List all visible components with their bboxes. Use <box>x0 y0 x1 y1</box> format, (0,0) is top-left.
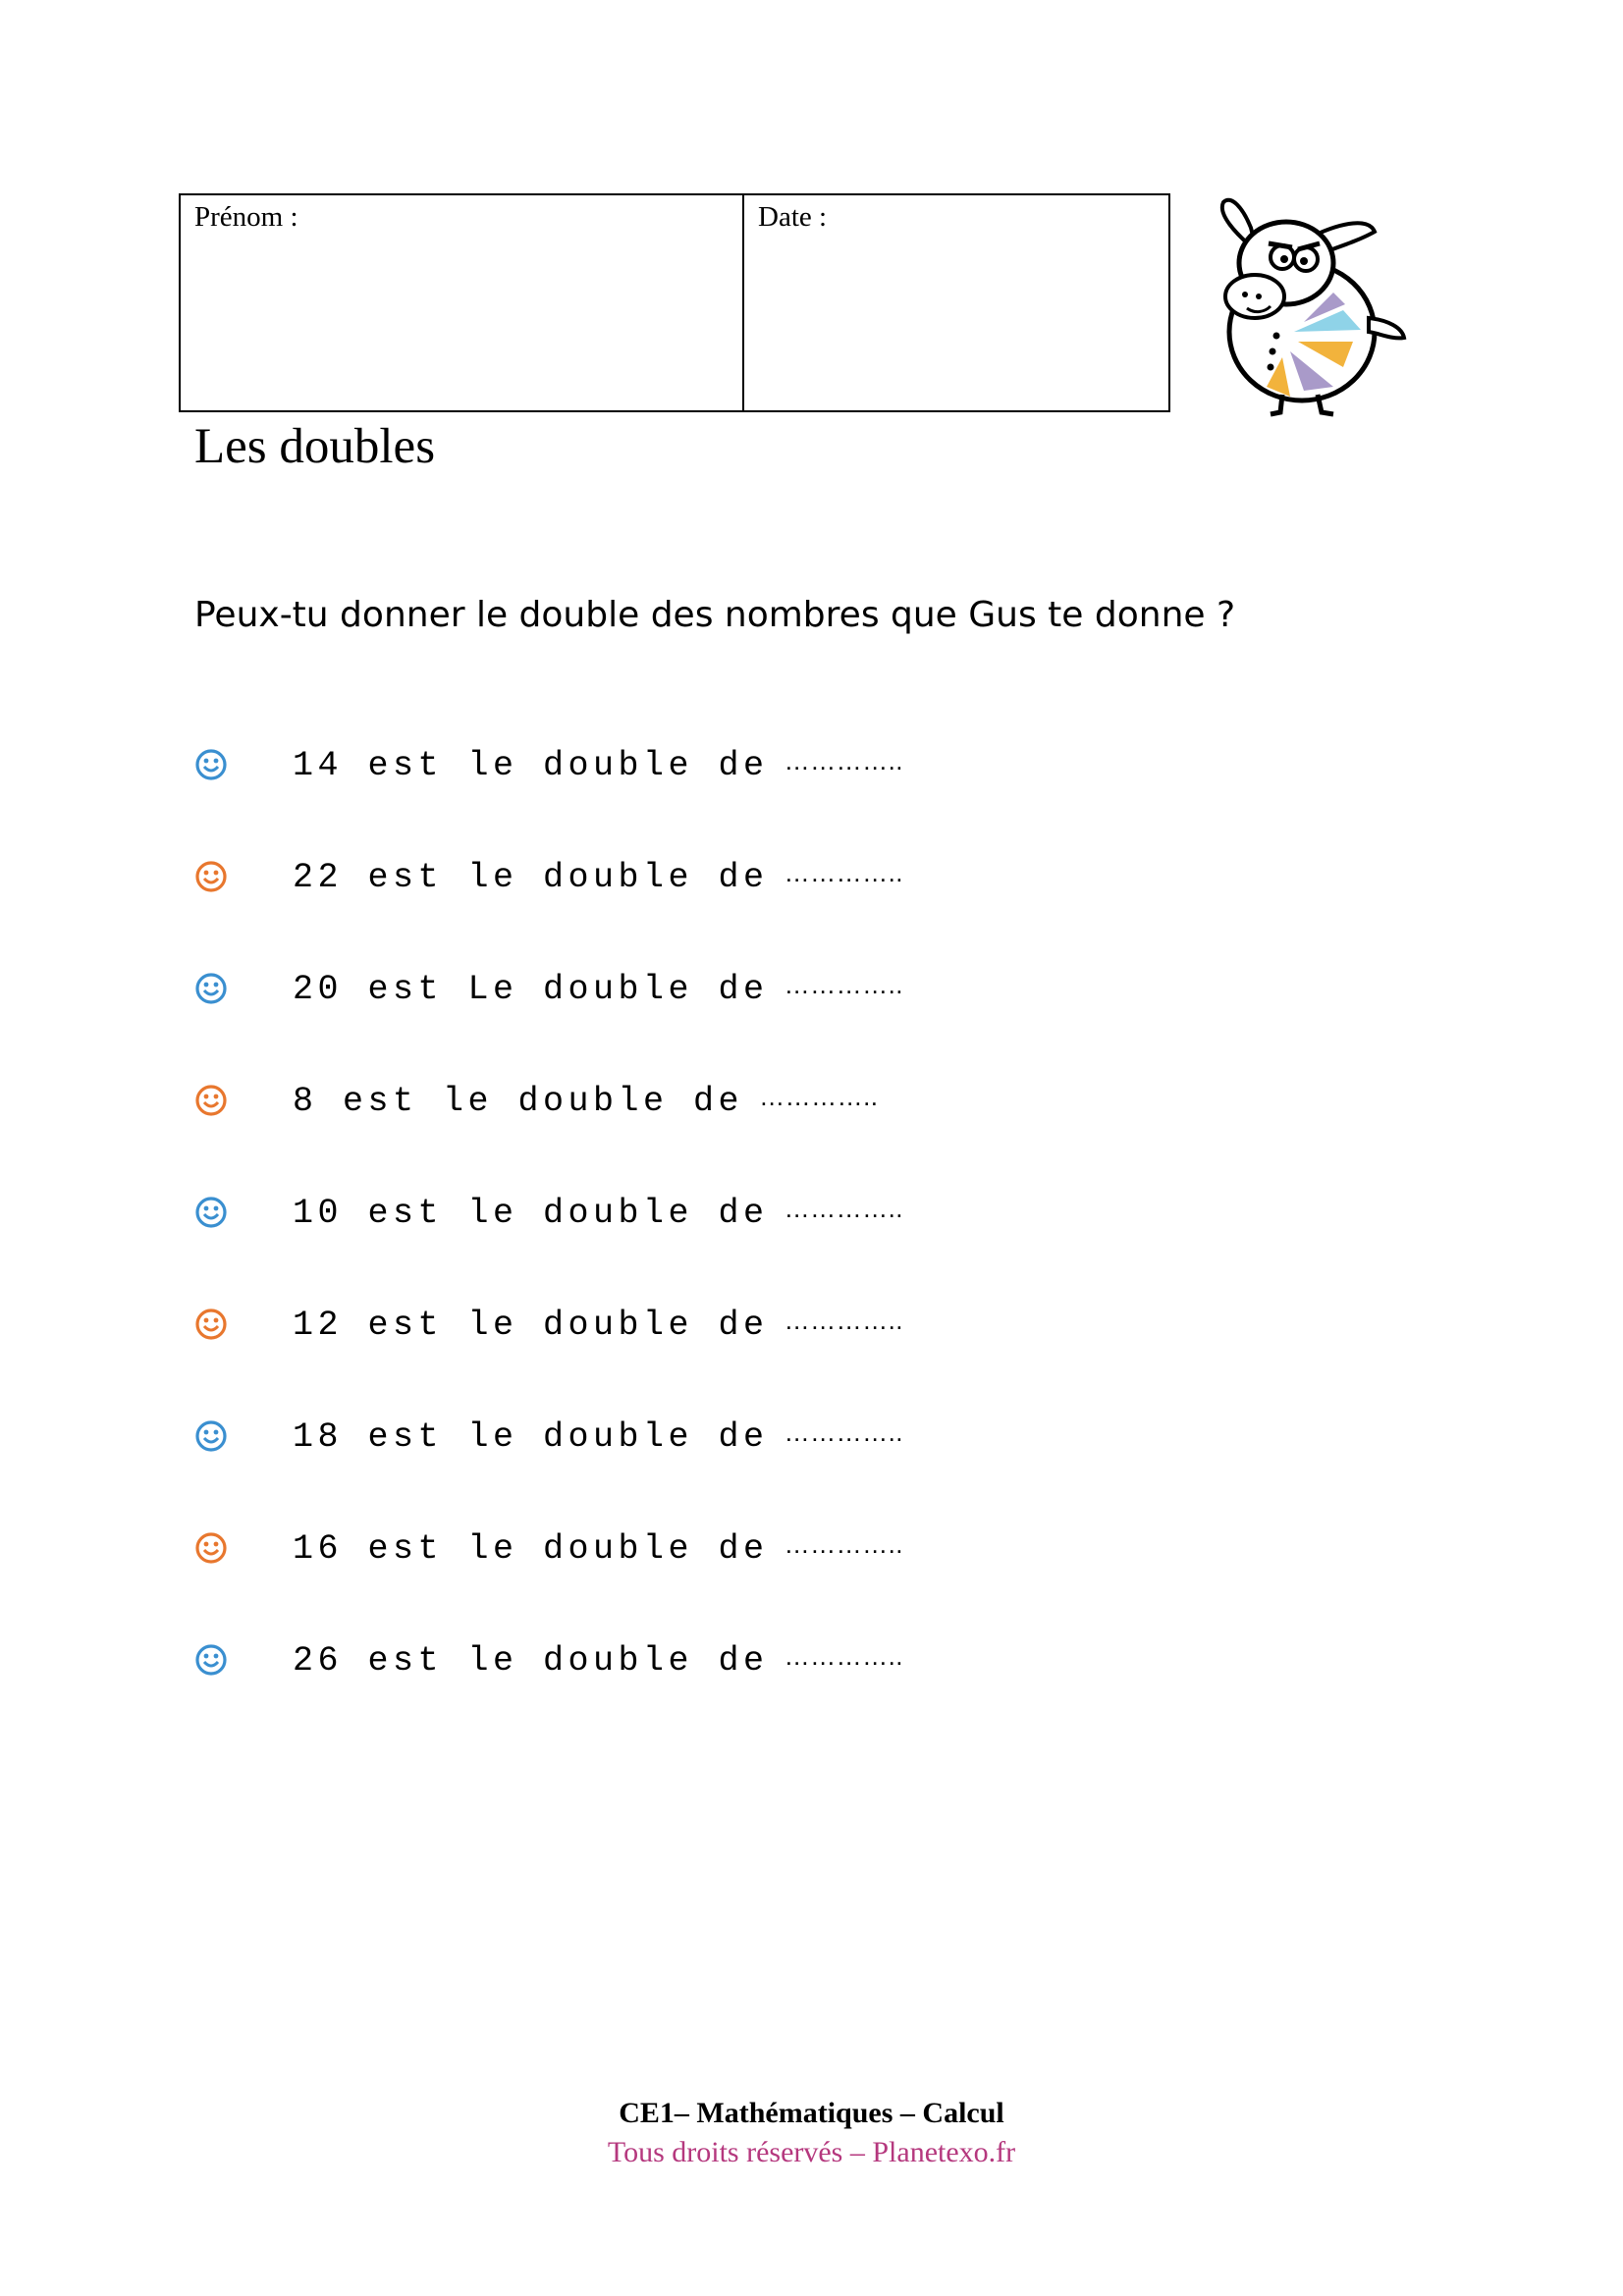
answer-blank[interactable]: ………….. <box>759 1082 879 1111</box>
exercise-item <box>194 1641 903 1753</box>
smiley-icon <box>194 748 228 781</box>
answer-blank[interactable]: ………….. <box>784 970 904 999</box>
footer-copyright: Tous droits réservés – Planetexo.fr <box>607 2136 1016 2168</box>
smiley-icon <box>194 860 228 893</box>
exercise-statement: 26 est le double de <box>293 1641 769 1681</box>
date-label: Date : <box>758 201 828 233</box>
answer-blank[interactable]: ………….. <box>784 746 904 775</box>
exercise-item <box>194 1529 903 1641</box>
sheep-mascot-icon <box>1196 194 1412 418</box>
exercise-item <box>194 1082 903 1194</box>
exercise-statement: 8 est le double de <box>293 1082 744 1121</box>
exercise-item <box>194 858 903 970</box>
exercise-statement: 22 est le double de <box>293 858 769 897</box>
smiley-icon <box>194 1419 228 1453</box>
exercise-statement: 12 est le double de <box>293 1306 769 1345</box>
smiley-icon <box>194 1196 228 1229</box>
smiley-icon <box>194 1084 228 1117</box>
exercise-item <box>194 970 903 1082</box>
smiley-icon <box>194 1643 228 1677</box>
answer-blank[interactable]: ………….. <box>784 1194 904 1223</box>
exercise-statement: 18 est le double de <box>293 1417 769 1457</box>
smiley-icon <box>194 1531 228 1565</box>
answer-blank[interactable]: ………….. <box>784 858 904 887</box>
exercise-statement: 10 est le double de <box>293 1194 769 1233</box>
exercise-item <box>194 746 903 858</box>
exercise-item <box>194 1417 903 1529</box>
exercise-statement: 16 est le double de <box>293 1529 769 1569</box>
page-title: Les doubles <box>194 419 436 474</box>
exercise-statement: 20 est Le double de <box>293 970 769 1009</box>
answer-blank[interactable]: ………….. <box>784 1417 904 1447</box>
answer-blank[interactable]: ………….. <box>784 1529 904 1559</box>
smiley-icon <box>194 1308 228 1341</box>
exercise-statement: 14 est le double de <box>293 746 769 785</box>
date-cell[interactable] <box>744 195 1168 410</box>
exercise-list <box>194 746 903 1753</box>
first-name-label: Prénom : <box>194 201 298 233</box>
answer-blank[interactable]: ………….. <box>784 1641 904 1671</box>
exercise-item <box>194 1306 903 1417</box>
footer <box>0 2097 1623 2169</box>
answer-blank[interactable]: ………….. <box>784 1306 904 1335</box>
smiley-icon <box>194 972 228 1005</box>
student-info-box <box>179 193 1170 412</box>
instruction-text: Peux-tu donner le double des nombres que Gus te donne ? <box>194 595 1236 635</box>
footer-course: CE1– Mathématiques – Calcul <box>619 2097 1004 2129</box>
exercise-item <box>194 1194 903 1306</box>
first-name-cell[interactable] <box>181 195 744 410</box>
